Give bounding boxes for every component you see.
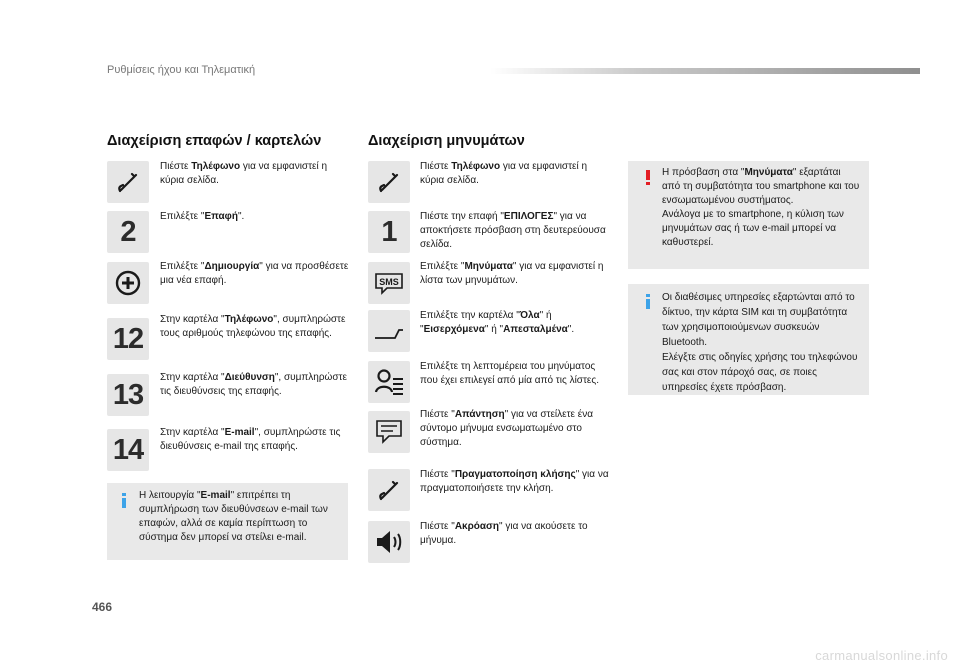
left-step-5-text: Στην καρτέλα "Διεύθυνση", συμπληρώστε τις διευθύνσεις της επαφής. [160,372,347,397]
warning-icon [646,170,650,185]
header-bar [490,68,920,74]
left-step-4-text: Στην καρτέλα "Τηλέφωνο", συμπληρώστε τους αριθμούς τηλεφώνου της επαφής. [160,314,346,339]
plus-circle-icon [107,262,149,304]
middle-step-2-text: Πιέστε την επαφή "ΕΠΙΛΟΓΕΣ" για να αποκτήσετε πρόσβαση στη δευτερεύουσα σελίδα. [420,211,606,250]
quick-reply-icon [368,411,410,453]
info-icon [646,294,650,309]
middle-step-3-text: Επιλέξτε "Μηνύματα" για να εμφανιστεί η λίστα των μηνυμάτων. [420,261,604,286]
messages-warning-note: Η πρόσβαση στα "Μηνύματα" εξαρτάται από τη συμβατότητα του smartphone και του ενσωματωμένου συστήματος. Ανάλογα με το smartphone, η κύλιση των μηνυμάτων σας ή των e-mail μπορεί να καθυστερεί. [628,161,869,269]
step-number-14: 14 [107,429,149,471]
step-number-2: 2 [107,211,149,253]
step-number-13: 13 [107,374,149,416]
middle-step-7-text: Πιέστε "Πραγματοποίηση κλήσης" για να πραγματοποιήσετε την κλήση. [420,469,609,494]
phone-handset-icon [107,161,149,203]
left-step-6-text: Στην καρτέλα "E-mail", συμπληρώστε τις διευθύνσεις e-mail της επαφής. [160,427,341,452]
phone-handset-icon [368,469,410,511]
left-step-2-text: Επιλέξτε "Επαφή". [160,211,245,222]
contacts-title: Διαχείριση επαφών / καρτελών [107,133,322,149]
svg-text:SMS: SMS [379,277,399,287]
tab-icon [368,310,410,352]
middle-step-5-text: Επιλέξτε τη λεπτομέρεια του μηνύματος που έχει επιλεγεί από μία από τις λίστες. [420,361,599,386]
step-number-12: 12 [107,318,149,360]
email-info-note: Η λειτουργία "E-mail" επιτρέπει τη συμπλήρωση των διευθύνσεων e-mail των επαφών, αλλά σε καμία περίπτωση το σύστημα δεν μπορεί να στείλει e-mail. [107,483,348,560]
step-number-1: 1 [368,211,410,253]
page-number: 466 [92,600,113,614]
middle-step-4-text: Επιλέξτε την καρτέλα "Όλα" ή "Εισερχόμενα" ή "Απεσταλμένα". [420,310,575,335]
left-step-3-text: Επιλέξτε "Δημιουργία" για να προσθέσετε μια νέα επαφή. [160,261,349,286]
message-detail-icon [368,361,410,403]
messages-title: Διαχείριση μηνυμάτων [368,133,525,149]
middle-step-8-text: Πιέστε "Ακρόαση" για να ακούσετε το μήνυμα. [420,521,588,546]
info-icon [122,493,126,508]
sms-icon [368,262,410,304]
phone-handset-icon [368,161,410,203]
middle-step-1-text: Πιέστε Τηλέφωνο για να εμφανιστεί η κύρια σελίδα. [420,161,588,186]
section-header: Ρυθμίσεις ήχου και Τηλεματική [107,64,256,76]
speaker-icon [368,521,410,563]
middle-step-6-text: Πιέστε "Απάντηση" για να στείλετε ένα σύντομο μήνυμα ενσωματωμένο στο σύστημα. [420,409,594,448]
services-info-note: Οι διαθέσιμες υπηρεσίες εξαρτώνται από το δίκτυο, την κάρτα SIM και τη συμβατότητα των χρησιμοποιούμενων συσκευών Bluetooth. Ελέγξτε στις οδηγίες χρήσης του τηλεφώνου σας και στον πάροχό σας, σε ποιες υπηρεσίες έχετε πρόσβαση. [628,284,869,395]
left-step-1-text: Πιέστε Τηλέφωνο για να εμφανιστεί η κύρια σελίδα. [160,161,328,186]
watermark: carmanualsonline.info [815,648,948,663]
